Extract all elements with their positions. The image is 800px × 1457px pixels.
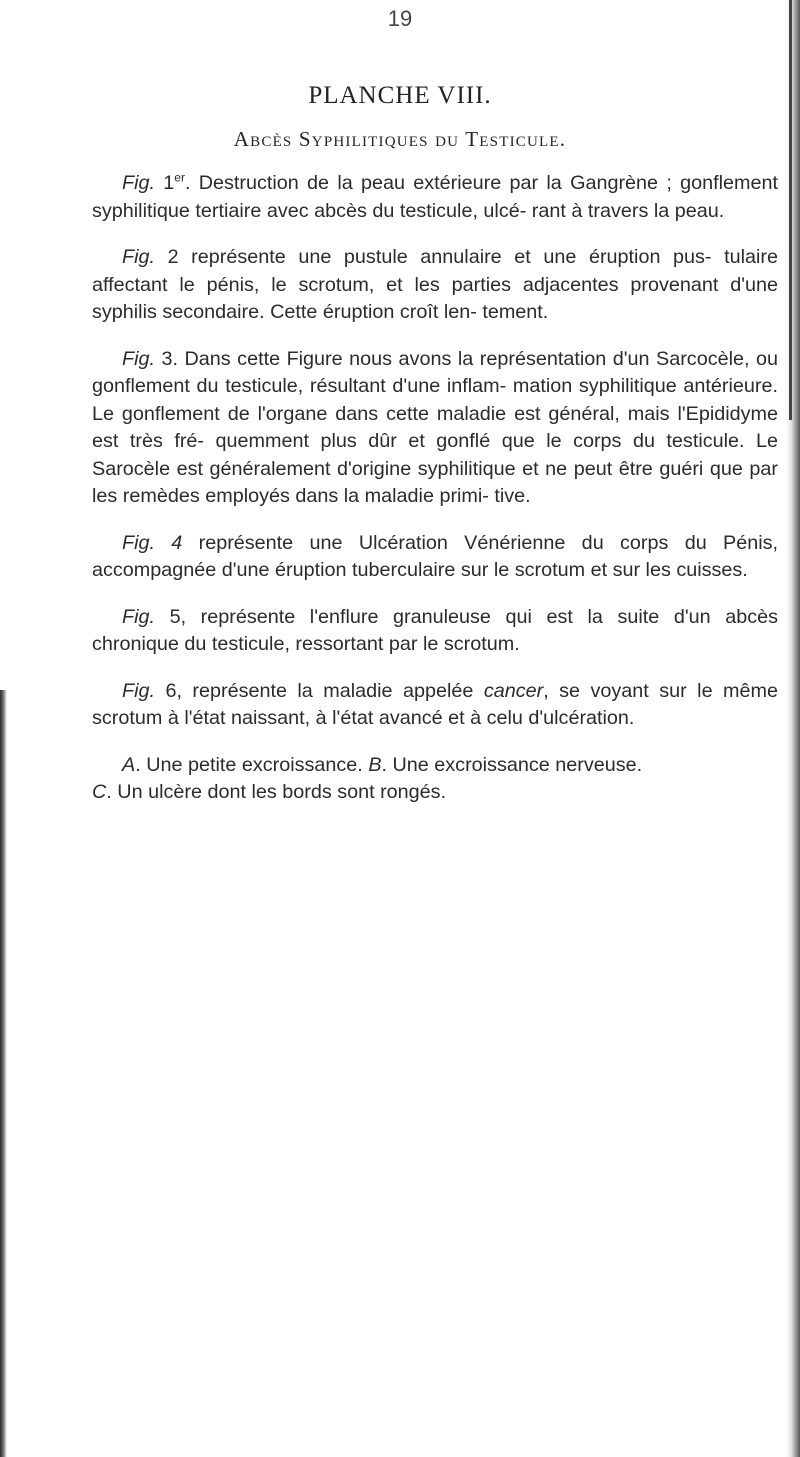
legend-text-a: . Une petite excroissance. xyxy=(135,753,369,776)
paragraph-text: 6, représente la maladie appelée xyxy=(154,679,484,702)
paragraph-text: 3. Dans cette Figure nous avons la représentation d'un Sarcocèle, ou gonflement du testicule, résultant d'une inflam- mation syphilitique antérieure. Le gonflement de l'organe dans cette maladie est général, mais l'Epididyme est très fré- quemment plus dûr et gonflé que le corps du testicule. Le Sarocèle est généralement d'origine syphilitique et ne peut être guéri que par les remèdes employés dans la maladie primi- tive. xyxy=(92,347,778,507)
fig-label: Fig. 4 xyxy=(122,531,183,554)
italic-word: cancer xyxy=(483,679,544,702)
paragraph-legend xyxy=(92,752,778,807)
paragraph-text: 5, représente l'enflure granuleuse qui est la suite d'un abcès chronique du testicule, ressortant par le scrotum. xyxy=(92,605,778,655)
page-left-shadow xyxy=(0,690,7,1457)
legend-text-b: . Une excroissance nerveuse. xyxy=(381,753,643,776)
fig-label: Fig. xyxy=(122,347,155,370)
fig-label: Fig. xyxy=(122,172,155,194)
paragraph-fig-4 xyxy=(92,530,778,585)
paragraph-text: 2 représente une pustule annulaire et une éruption pus- tulaire affectant le pénis, le scrotum, et les parties adjacentes provenant d'une syphilis secondaire. Cette éruption croît len- tement. xyxy=(92,246,778,323)
paragraph-text: , se voyant sur le même scrotum à l'état naissant, à l'état avancé et à celu d'ulcération. xyxy=(92,679,778,729)
legend-label-a: A xyxy=(122,753,136,776)
fig-label: Fig. xyxy=(122,246,155,268)
fig-label: Fig. xyxy=(122,679,155,702)
fig-number: 1 xyxy=(163,172,175,194)
page-binding-mark xyxy=(789,0,792,420)
legend-label-c: C xyxy=(92,781,107,803)
paragraph-text: représente une Ulcération Vénérienne du corps du Pénis, accompagnée d'une éruption tuberculaire sur le scrotum et sur les cuisses. xyxy=(92,531,778,581)
legend-text-c: . Un ulcère dont les bords sont rongés. xyxy=(106,781,447,803)
paragraph-text: . Destruction de la peau extérieure par la Gangrène ; gonflement syphilitique tertiaire avec abcès du testicule, ulcé- rant à travers la peau. xyxy=(92,172,778,222)
paragraph-fig-1 xyxy=(92,170,778,225)
paragraph-fig-5 xyxy=(92,604,778,659)
body-text xyxy=(92,170,778,807)
fig-label: Fig. xyxy=(122,605,155,628)
plate-subtitle: Abcès Syphilitiques du Testicule. xyxy=(233,127,567,151)
paragraph-fig-6 xyxy=(92,678,778,733)
legend-label-b: B xyxy=(368,753,382,776)
plate-title: PLANCHE VIII. xyxy=(308,82,492,109)
paragraph-fig-2 xyxy=(92,244,778,327)
paragraph-fig-3 xyxy=(92,346,778,511)
page-number: 19 xyxy=(387,6,413,31)
fig-number-suffix: er xyxy=(174,170,185,185)
